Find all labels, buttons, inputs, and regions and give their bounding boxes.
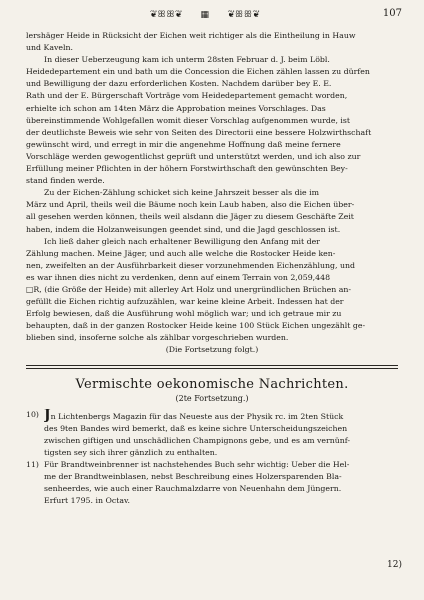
text-line: behaupten, daß in der ganzen Rostocker Heide keine 100 Stück Eichen ungezählt ge- <box>26 321 366 331</box>
ornament-center: ▦ <box>200 10 210 20</box>
text-line: Zu der Eichen-Zählung schicket sich keine Jahrszeit besser als die im <box>44 188 320 198</box>
text-line: senheerdes, wie auch einer Rauchmalzdarre von Neuenhahn dem Jüngern. <box>44 484 342 494</box>
text-line: übereinstimmende Wohlgefallen womit dieser Vorschlag aufgenommen wurde, ist <box>26 115 351 125</box>
text-line: blieben sind, insoferne solche als zählbar vorgeschrieben wurden. <box>26 333 289 343</box>
text-line: haben, indem die Holzanweisungen geendet sind, und die Jagd geschlossen ist. <box>26 224 341 234</box>
text-line: gewünscht wird, und erregt in mir die angenehme Hoffnung daß meine fernere <box>26 139 341 149</box>
text-line: n Lichtenbergs Magazin für das Neueste aus der Physik rc. im 2ten Stück <box>50 411 344 421</box>
text-line: nen, zweifelten an der Ausführbarkeit dieser vorzunehmenden Eichenzählung, und <box>26 260 355 270</box>
news-item-10 <box>26 409 398 459</box>
text-line: es war ihnen dies nicht zu verdenken, denn auf einem Terrain von 2,059,448 <box>26 272 331 282</box>
catchword: 12) <box>387 560 402 570</box>
text-line: In dieser Ueberzeugung kam ich unterm 28sten Februar d. J. beim Löbl. <box>44 55 330 65</box>
section-subtitle: (2te Fortsetzung.) <box>175 393 249 403</box>
ornament-right: ❦ꕥꕥ❦ <box>227 10 260 20</box>
text-line: □R, (die Größe der Heide) mit allerley Art Holz und unergründlichen Brüchen an- <box>26 284 352 294</box>
text-line: Heidedepartement ein und bath um die Concession die Eichen zählen lassen zu dürfen <box>26 67 370 77</box>
item-number: 10) <box>26 409 39 419</box>
section-divider <box>26 368 398 369</box>
text-line: Erfurt 1795. in Octav. <box>44 496 130 506</box>
text-line: stand finden werde. <box>26 176 105 186</box>
item-number: 11) <box>26 459 39 469</box>
text-line: Rath und der E. Bürgerschaft Vorträge vom Heidedepartement gemacht worden, <box>26 91 348 101</box>
ornament-left: ❦ꕥꕥ❦ <box>150 10 183 20</box>
item-body <box>44 409 398 459</box>
text-line: Für Brandtweinbrenner ist nachstehendes Buch sehr wichtig: Ueber die Hel- <box>44 459 350 469</box>
text-line: und Kaveln. <box>26 43 73 53</box>
continuation-note: (Die Fortsetzung folgt.) <box>165 345 259 355</box>
header-ornament <box>150 10 260 20</box>
paragraph-3 <box>26 187 398 235</box>
text-line: lershäger Heide in Rücksicht der Eichen weit richtiger als die Eintheilung in Hauw <box>26 31 356 40</box>
paragraph-1 <box>26 30 398 54</box>
paragraph-4 <box>26 236 398 345</box>
section-divider <box>26 365 398 366</box>
text-line: gefüllt die Eichen richtig aufzuzählen, war keine kleine Arbeit. Indessen hat der <box>26 297 344 307</box>
page-header <box>0 8 424 28</box>
text-line: und Bewilligung der dazu erforderlichen Kosten. Nachdem darüber bey E. E. <box>26 79 332 89</box>
text-line: Erfüllung meiner Pflichten in der höhern Forstwirthschaft den gewünschten Bey- <box>26 164 348 174</box>
text-line: Vorschläge werden gewogentlichst geprüft und unterstützt werden, und ich also zur <box>26 151 361 161</box>
text-line: all gesehen werden können, theils weil alsdann die Jäger zu diesem Geschäfte Zeit <box>26 212 354 222</box>
text-line: Zählung machen. Meine Jäger, und auch alle welche die Rostocker Heide ken- <box>26 248 336 258</box>
item-body <box>44 459 398 507</box>
text-line: Ich ließ daher gleich nach erhaltener Bewilligung den Anfang mit der <box>44 236 320 246</box>
text-line: me der Brandtweinblasen, nebst Beschreibung eines Holzersparenden Bla- <box>44 472 342 481</box>
text-line: des 9ten Bandes wird bemerkt, daß es keine sichre Unterscheidungszeichen <box>44 423 348 433</box>
text-line: Erfolg bewiesen, daß die Ausführung wohl möglich war; und ich getraue mir zu <box>26 309 342 319</box>
text-line: erhielte ich schon am 14ten März die Approbation meines Vorschlages. Das <box>26 103 326 113</box>
text-line: März und April, theils weil die Bäume noch kein Laub haben, also die Eichen über- <box>26 200 355 210</box>
drop-initial: J <box>44 408 51 423</box>
text-line: tigsten sey sich ihrer gänzlich zu enthalten. <box>44 447 218 457</box>
page-number: 107 <box>382 8 402 19</box>
text-line: zwischen giftigen und unschädlichen Champignons gebe, und es am vernünf- <box>44 435 351 445</box>
text-line: der deutlichste Beweis wie sehr von Seiten des Directorii eine bessere Holzwirthschaft <box>26 127 372 137</box>
news-item-11 <box>26 459 398 507</box>
section-title: Vermischte oekonomische Nachrichten. <box>75 376 349 392</box>
paragraph-2 <box>26 54 398 187</box>
